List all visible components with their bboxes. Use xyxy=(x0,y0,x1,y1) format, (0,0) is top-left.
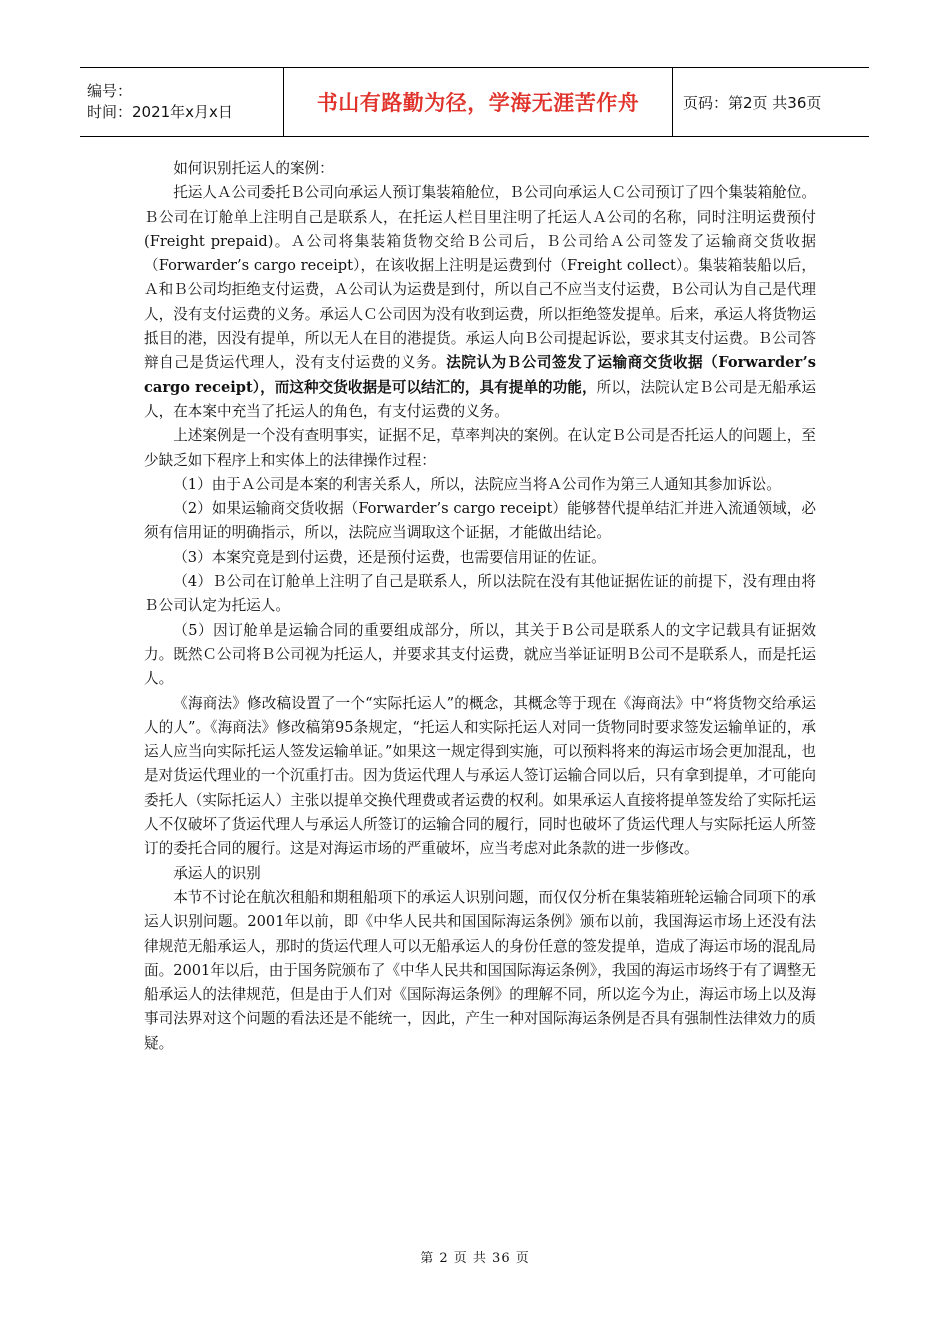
header-page-info-cell xyxy=(673,68,869,136)
case-conclusion: 所以，法院认定Ｂ公司是无船承运人，在本案中充当了托运人的角色，有支付运费的义务。 xyxy=(144,378,816,420)
document-number-label: 编号： xyxy=(87,82,133,100)
document-date: 时间：2021年x月x日 xyxy=(87,103,233,121)
maritime-law-paragraph: 《海商法》修改稿设置了一个“实际托运人”的概念，其概念等于现在《海商法》中“将货物交给承运人的人”。《海商法》修改稿第95条规定，“托运人和实际托运人对同一货物同时要求签发运输单证的，承运人应当向实际托运人签发运输单证。”如果这一规定得到实施，可以预料将来的海运市场会更加混乱，也是对货运代理业的一个沉重打击。因为货运代理人与承运人签订运输合同以后，只有拿到提单，才可能向委托人（实际托运人）主张以提单交换代理费或者运费的权利。如果承运人直接将提单签发给了实际托运人不仅破坏了货运代理人与承运人所签订的运输合同的履行，同时也破坏了货运代理人与实际托运人所签订的委托合同的履行。这是对海运市场的严重破坏，应当考虑对此条款的进一步修改。 xyxy=(144,694,816,858)
point-5: （5）因订舱单是运输合同的重要组成部分，所以，其关于Ｂ公司是联系人的文字记载具有证据效力。既然Ｃ公司将Ｂ公司视为托运人，并要求其支付运费，就应当举证证明Ｂ公司不是联系人，而是托运人。 xyxy=(144,621,816,688)
point-1: （1）由于Ａ公司是本案的利害关系人，所以，法院应当将Ａ公司作为第三人通知其参加诉讼。 xyxy=(173,475,781,493)
case-heading: 如何识别托运人的案例： xyxy=(173,160,334,177)
case-text: 托运人Ａ公司委托Ｂ公司向承运人预订集装箱舱位，Ｂ公司向承运人Ｃ公司预订了四个集装箱舱位。Ｂ公司在订舱单上注明自己是联系人，在托运人栏目里注明了托运人Ａ公司的名称，同时注明运费预付(Freight prepaid)。Ａ公司将集装箱货物交给Ｂ公司后，Ｂ公司给Ａ公司签发了运输商交货收据（Forwarder’s cargo receipt），在该收据上注明是运费到付（Freight collect）。集装箱装船以后，Ａ和Ｂ公司均拒绝支付运费，Ａ公司认为运费是到付，所以自己不应当支付运费，Ｂ公司认为自己是代理人，没有支付运费的义务。承运人Ｃ公司因为没有收到运费，所以拒绝签发提单。后来，承运人将货物运抵目的港，因没有提单，所以无人在目的港提货。承运人向Ｂ公司提起诉讼，要求其支付运费。Ｂ公司答辩自己是货运代理人，没有支付运费的义务。 xyxy=(144,184,816,372)
point-2: （2）如果运输商交货收据（Forwarder’s cargo receipt）能够替代提单结汇并进入流通领域，必须有信用证的明确指示，所以，法院应当调取这个证据，才能做出结论。 xyxy=(144,500,816,542)
point-4: （4）Ｂ公司在订舱单上注明了自己是联系人，所以法院在没有其他证据佐证的前提下，没有理由将Ｂ公司认定为托运人。 xyxy=(144,573,816,615)
case-paragraph xyxy=(144,181,816,424)
header-motto-cell xyxy=(283,68,673,136)
header-meta xyxy=(80,68,283,136)
header-page-info: 页码：第2页 共36页 xyxy=(683,93,822,112)
point-3: （3）本案究竟是到付运费，还是预付运费，也需要信用证的佐证。 xyxy=(173,548,606,566)
section-heading-carrier: 承运人的识别 xyxy=(173,864,261,882)
page-header xyxy=(80,67,869,137)
document-body xyxy=(144,157,816,1056)
carrier-paragraph: 本节不讨论在航次租船和期租船项下的承运人识别问题，而仅仅分析在集装箱班轮运输合同项下的承运人识别问题。2001年以前，即《中华人民共和国国际海运条例》颁布以前，我国海运市场上还没有法律规范无船承运人，那时的货运代理人可以无船承运人的身份任意的签发提单，造成了海运市场的混乱局面。2001年以后，由于国务院颁布了《中华人民共和国国际海运条例》，我国的海运市场终于有了调整无船承运人的法律规范，但是由于人们对《国际海运条例》的理解不同，所以迄今为止，海运市场上以及海事司法界对这个问题的看法还是不能统一，因此，产生一种对国际海运条例是否具有强制性法律效力的质疑。 xyxy=(144,888,816,1052)
court-opinion-bold: 法院认为Ｂ公司签发了运输商交货收据（Forwarder’s cargo receipt），而这种交货收据是可以结汇的，具有提单的功能， xyxy=(144,354,816,396)
analysis-paragraph: 上述案例是一个没有查明事实，证据不足，草率判决的案例。在认定Ｂ公司是否托运人的问题上，至少缺乏如下程序上和实体上的法律操作过程： xyxy=(144,427,816,469)
page-footer: 第 2 页 共 36 页 xyxy=(420,1251,530,1266)
header-motto: 书山有路勤为径，学海无涯苦作舟 xyxy=(316,91,640,115)
